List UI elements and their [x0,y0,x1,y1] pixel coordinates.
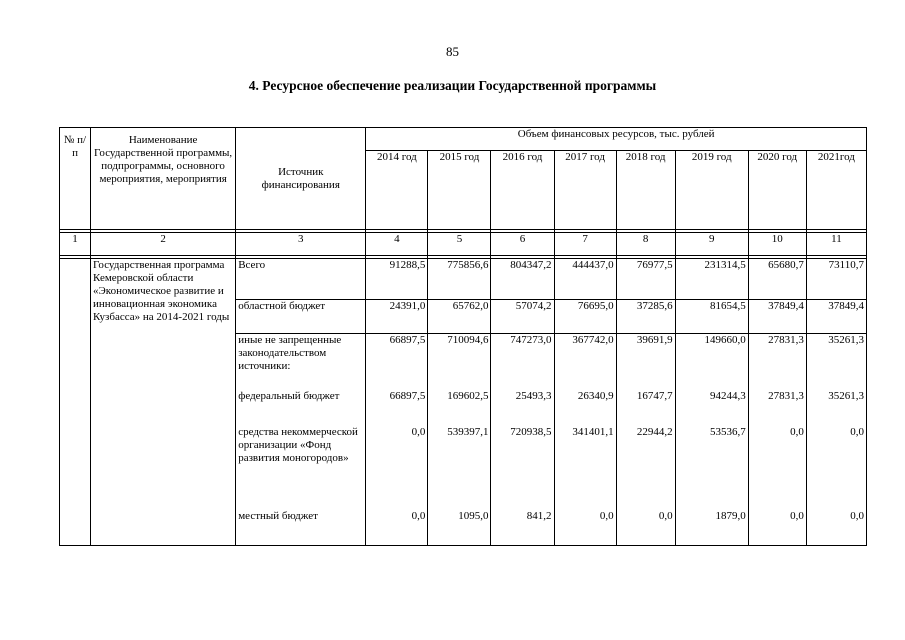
header-year: 2021год [806,151,866,230]
column-number-row [60,233,867,256]
value-cell: 22944,2 [616,426,675,510]
value-cell: 94244,3 [675,390,748,426]
value-cell: 341401,1 [554,426,616,510]
column-number: 5 [428,233,491,256]
value-cell: 37285,6 [616,300,675,334]
table-row [60,259,867,300]
value-cell: 0,0 [806,426,866,510]
column-number: 3 [236,233,366,256]
value-cell: 35261,3 [806,390,866,426]
source-cell: федеральный бюджет [236,390,366,426]
column-number: 11 [806,233,866,256]
source-cell: областной бюджет [236,300,366,334]
header-volume: Объем финансовых ресурсов, тыс. рублей [366,128,867,151]
value-cell: 0,0 [748,510,806,546]
value-cell: 149660,0 [675,334,748,390]
value-cell: 27831,3 [748,334,806,390]
value-cell: 76695,0 [554,300,616,334]
value-cell: 37849,4 [748,300,806,334]
value-cell: 804347,2 [491,259,554,300]
header-year: 2015 год [428,151,491,230]
header-year: 2018 год [616,151,675,230]
value-cell: 231314,5 [675,259,748,300]
value-cell: 24391,0 [366,300,428,334]
value-cell: 0,0 [554,510,616,546]
column-number: 4 [366,233,428,256]
value-cell: 27831,3 [748,390,806,426]
value-cell: 91288,5 [366,259,428,300]
value-cell: 25493,3 [491,390,554,426]
value-cell: 57074,2 [491,300,554,334]
value-cell: 841,2 [491,510,554,546]
value-cell: 1879,0 [675,510,748,546]
value-cell: 720938,5 [491,426,554,510]
value-cell: 65680,7 [748,259,806,300]
source-cell: средства некоммерческой организации «Фонд развития моногородов» [236,426,366,510]
value-cell: 169602,5 [428,390,491,426]
value-cell: 76977,5 [616,259,675,300]
source-cell: иные не запрещенные законодательством источники: [236,334,366,390]
value-cell: 53536,7 [675,426,748,510]
value-cell: 0,0 [748,426,806,510]
page-number: 85 [446,44,459,59]
row-num-cell [60,259,91,546]
source-cell: местный бюджет [236,510,366,546]
column-number: 2 [91,233,236,256]
value-cell: 66897,5 [366,334,428,390]
column-number: 6 [491,233,554,256]
header-source: Источник финансирования [236,128,366,230]
header-year: 2020 год [748,151,806,230]
value-cell: 66897,5 [366,390,428,426]
header-name: Наименование Государственной программы, подпрограммы, основного мероприятия, мероприятия [91,128,236,230]
column-number: 8 [616,233,675,256]
header-row-top [60,128,867,151]
value-cell: 0,0 [616,510,675,546]
value-cell: 710094,6 [428,334,491,390]
value-cell: 0,0 [366,426,428,510]
value-cell: 73110,7 [806,259,866,300]
financial-resources-table [59,127,867,546]
value-cell: 39691,9 [616,334,675,390]
section-title: 4. Ресурсное обеспечение реализации Государственной программы [248,78,657,93]
value-cell: 367742,0 [554,334,616,390]
value-cell: 1095,0 [428,510,491,546]
value-cell: 0,0 [806,510,866,546]
value-cell: 37849,4 [806,300,866,334]
value-cell: 81654,5 [675,300,748,334]
header-num: № п/п [60,128,91,230]
program-name: Государственная программа Кемеровской области «Экономическое развитие и инновационная экономика Кузбасса» на 2014-2021 годы [91,259,236,546]
value-cell: 26340,9 [554,390,616,426]
value-cell: 16747,7 [616,390,675,426]
value-cell: 35261,3 [806,334,866,390]
column-number: 7 [554,233,616,256]
header-year: 2019 год [675,151,748,230]
value-cell: 65762,0 [428,300,491,334]
header-year: 2016 год [491,151,554,230]
header-year: 2014 год [366,151,428,230]
value-cell: 775856,6 [428,259,491,300]
value-cell: 444437,0 [554,259,616,300]
source-cell: Всего [236,259,366,300]
header-year: 2017 год [554,151,616,230]
column-number: 10 [748,233,806,256]
value-cell: 747273,0 [491,334,554,390]
value-cell: 0,0 [366,510,428,546]
value-cell: 539397,1 [428,426,491,510]
column-number: 1 [60,233,91,256]
column-number: 9 [675,233,748,256]
